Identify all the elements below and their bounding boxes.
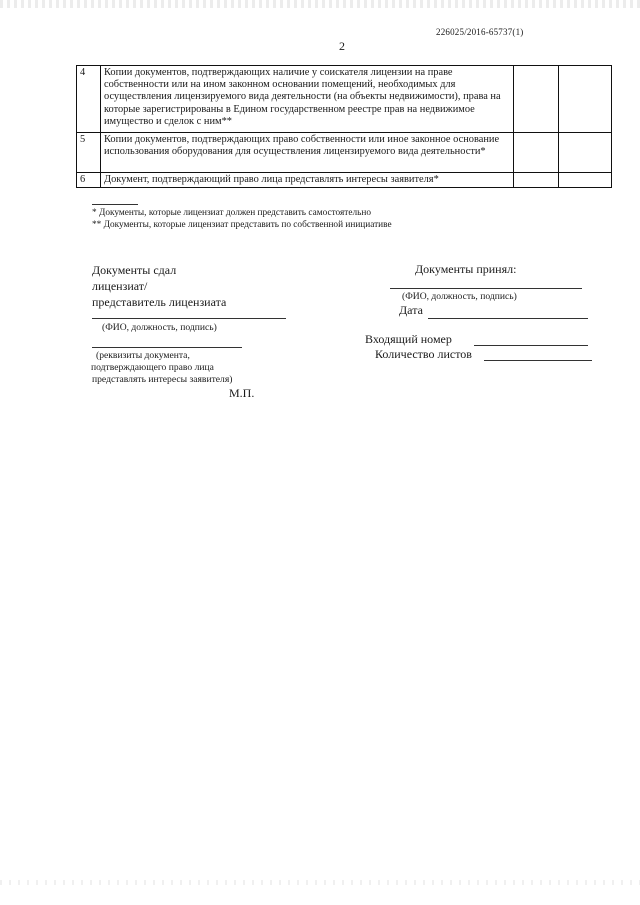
licensee-label: лицензиат/: [92, 279, 148, 293]
page-number: 2: [339, 39, 345, 53]
row-number: 4: [77, 66, 101, 133]
stamp-place: М.П.: [229, 386, 255, 400]
right-signature-line: [390, 288, 582, 289]
row-cell-empty: [559, 133, 612, 173]
date-line: [428, 318, 588, 319]
rekv-caption-1: (реквизиты документа,: [96, 350, 190, 361]
footnote-1: * Документы, которые лицензиат должен представить самостоятельно: [92, 208, 371, 218]
date-label: Дата: [399, 303, 423, 317]
sheets-count-label: Количество листов: [375, 347, 472, 361]
row-cell-empty: [514, 173, 559, 188]
row-cell-empty: [559, 66, 612, 133]
right-fio-caption: (ФИО, должность, подпись): [402, 291, 517, 302]
table-row: [77, 133, 612, 173]
left-signature-line: [92, 318, 286, 319]
documents-table: [76, 65, 612, 188]
row-cell-empty: [559, 173, 612, 188]
row-description: Документ, подтверждающий право лица представлять интересы заявителя*: [101, 173, 514, 188]
sheets-count-line: [484, 360, 592, 361]
row-number: 6: [77, 173, 101, 188]
submitted-by-label: Документы сдал: [92, 263, 177, 277]
row-number: 5: [77, 133, 101, 173]
row-cell-empty: [514, 133, 559, 173]
rekv-caption-2: подтверждающего право лица: [91, 362, 214, 373]
left-fio-caption: (ФИО, должность, подпись): [102, 322, 217, 333]
document-code: 226025/2016-65737(1): [436, 27, 524, 37]
rekv-caption-3: представлять интересы заявителя): [92, 374, 233, 385]
incoming-number-label: Входящий номер: [365, 332, 452, 346]
table-row: [77, 173, 612, 188]
table-row: [77, 66, 612, 133]
scan-noise-top: [0, 0, 640, 8]
row-description: Копии документов, подтверждающих наличие у соискателя лицензии на праве собственности или на ином законном основании помещений, необходимых для осуществления лицензируемого вида деятельности (на объекты недвижимости), права на которые зарегистрированы в Едином государственном реестре прав на недвижимое имущество и сделок с ним**: [101, 66, 514, 133]
row-description: Копии документов, подтверждающих право собственности или иное законное основание использования оборудования для осуществления лицензируемого вида деятельности*: [101, 133, 514, 173]
representative-label: представитель лицензиата: [92, 295, 227, 309]
incoming-number-line: [474, 345, 588, 346]
rekv-line: [92, 347, 242, 348]
footnote-2: ** Документы, которые лицензиат представить по собственной инициативе: [92, 220, 392, 230]
row-cell-empty: [514, 66, 559, 133]
scan-noise-bottom: [0, 880, 640, 885]
footnote-divider: [92, 204, 138, 205]
accepted-by-label: Документы принял:: [415, 262, 517, 276]
